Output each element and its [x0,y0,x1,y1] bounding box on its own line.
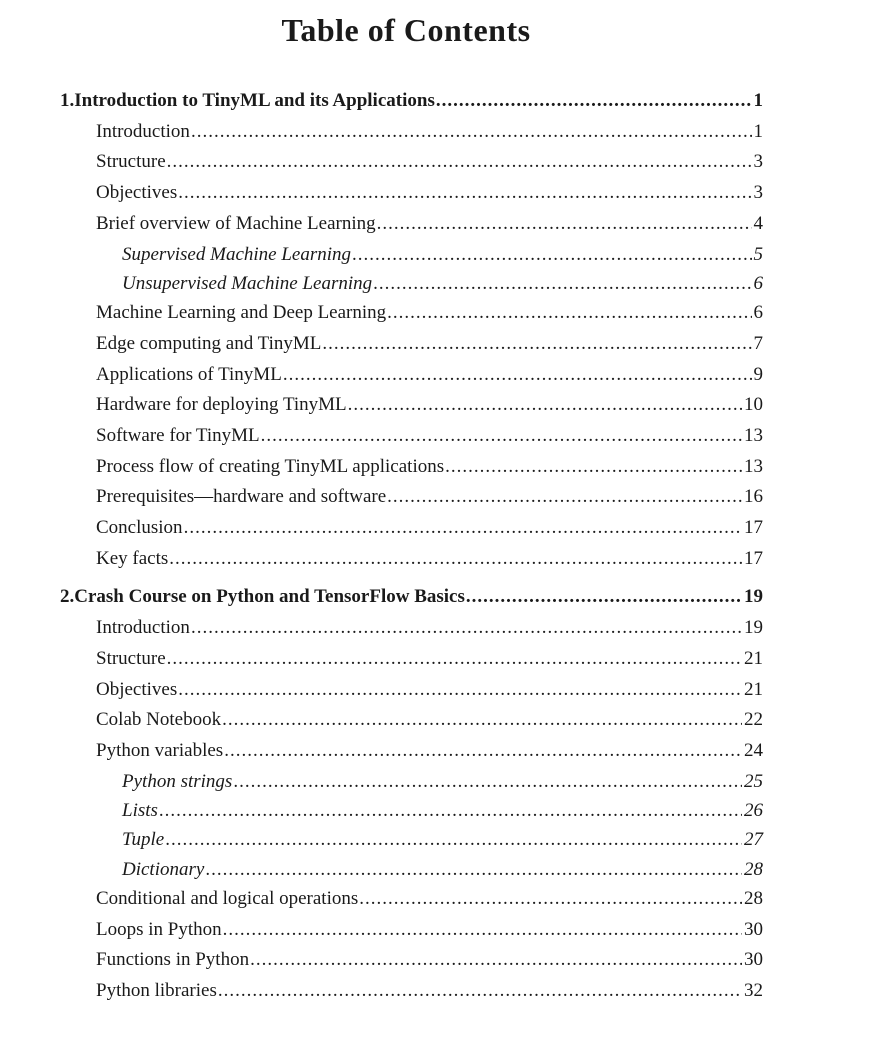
page-number: 28 [744,887,763,909]
entry-title: Objectives [96,182,178,204]
page-number: 19 [744,586,763,608]
entry-title: Unsupervised Machine Learning [122,272,373,294]
toc-subsection-row[interactable] [122,855,763,885]
chapter-number: 1. [60,90,75,111]
page-number: 1 [753,90,763,111]
toc-section-row[interactable] [96,117,763,147]
dot-leader [387,298,751,328]
toc-section-row[interactable] [96,613,763,643]
page-number: 3 [753,182,763,204]
dot-leader [191,613,742,643]
entry-title: Python strings [122,770,233,792]
entry-title: Key facts [96,547,169,569]
entry-title: Machine Learning and Deep Learning [96,302,387,324]
entry-title: Brief overview of Machine Learning [96,212,376,234]
page-number: 19 [744,617,763,639]
entry-title: Process flow of creating TinyML applications [96,455,445,477]
page-number: 25 [744,770,763,792]
dot-leader [224,736,742,766]
page-number: 1 [753,120,763,142]
page-number: 6 [753,302,763,324]
entry-title: Lists [122,799,158,821]
page-number: 27 [744,829,763,851]
dot-leader [167,147,752,177]
toc-section-row[interactable] [96,644,763,674]
dot-leader [165,825,742,855]
toc-section-row[interactable] [96,298,763,328]
toc-section-row[interactable] [96,329,763,359]
dot-leader [218,976,742,1006]
dot-leader [223,915,742,945]
dot-leader [436,86,752,116]
page-number: 13 [744,424,763,446]
dot-leader [466,582,742,612]
page-number: 30 [744,949,763,971]
toc-section-row[interactable] [96,884,763,914]
dot-leader [222,705,742,735]
toc-section-row[interactable] [96,736,763,766]
entry-title: Software for TinyML [96,424,260,446]
dot-leader [178,178,751,208]
toc-section-row[interactable] [96,209,763,239]
dot-leader [178,675,742,705]
dot-leader [377,209,752,239]
dot-leader [359,884,742,914]
toc-section-row[interactable] [96,360,763,390]
page-number: 17 [744,547,763,569]
dot-leader [261,421,742,451]
page-number: 28 [744,858,763,880]
entry-title: Colab Notebook [96,709,222,731]
toc-section-row[interactable] [96,147,763,177]
toc-section-row[interactable] [96,976,763,1006]
dot-leader [191,117,752,147]
toc-section-row[interactable] [96,390,763,420]
page-number: 10 [744,394,763,416]
page-number: 17 [744,517,763,538]
page-number: 16 [744,486,763,508]
page-number: 9 [753,363,763,385]
page-number: 26 [744,799,763,821]
toc-section-row[interactable] [96,915,763,945]
page-number: 7 [753,332,763,354]
entry-title: Edge computing and TinyML [96,332,322,354]
page-number: 21 [744,647,763,669]
dot-leader [322,329,751,359]
entry-title: Structure [96,151,166,173]
toc-section-row[interactable] [96,482,763,512]
toc-section-row[interactable] [96,675,763,705]
toc-section-row[interactable] [96,178,763,208]
entry-title: Conclusion [96,517,183,538]
entry-title: Hardware for deploying TinyML [96,394,347,416]
dot-leader [445,452,742,482]
entry-title: Loops in Python [96,918,222,940]
page-number: 30 [744,918,763,940]
chapter-title: Crash Course on Python and TensorFlow Basics [74,586,465,608]
dot-leader [348,390,742,420]
page-number: 13 [744,455,763,477]
entry-title: Dictionary [122,858,205,880]
toc-section-row[interactable] [96,705,763,735]
entry-title: Structure [96,647,166,669]
toc-chapter-row[interactable] [60,582,763,612]
chapter-number: 2. [60,586,75,608]
entry-title: Prerequisites—hardware and software [96,486,387,508]
toc-subsection-row[interactable] [122,796,763,826]
entry-title: Objectives [96,678,178,700]
dot-leader [283,360,752,390]
entry-title: Introduction [96,120,190,142]
dot-leader [169,544,742,574]
page-number: 4 [753,212,763,234]
entry-title: Introduction [96,617,190,639]
entry-title: Tuple [122,829,165,851]
toc-section-row[interactable] [96,452,763,482]
entry-title: Applications of TinyML [96,363,282,385]
toc-subsection-row[interactable] [122,767,763,797]
toc-subsection-row[interactable] [122,825,763,855]
toc-subsection-row[interactable] [122,269,763,299]
dot-leader [387,482,742,512]
toc-section-row[interactable] [96,945,763,975]
page-number: 3 [753,151,763,173]
page-number: 6 [753,272,763,294]
page-number: 22 [744,709,763,731]
dot-leader [352,240,751,270]
dot-leader [233,767,742,797]
toc-section-row[interactable] [96,544,763,574]
dot-leader [167,644,742,674]
dot-leader [250,945,742,975]
entry-title: Python variables [96,739,224,761]
page-number: 5 [753,243,763,265]
entry-title: Python libraries [96,979,217,1001]
entry-title: Conditional and logical operations [96,887,359,909]
entry-title: Functions in Python [96,949,250,971]
dot-leader [373,269,751,299]
chapter-title: Introduction to TinyML and its Applications [74,90,435,111]
toc-section-row[interactable] [96,421,763,451]
dot-leader [184,513,742,543]
toc-section-row[interactable] [96,513,763,543]
toc-chapter-row[interactable] [60,86,763,116]
entry-title: Supervised Machine Learning [122,243,352,265]
dot-leader [159,796,742,826]
page-number: 21 [744,678,763,700]
dot-leader [205,855,742,885]
page-number: 32 [744,979,763,1001]
page-title: Table of Contents [281,12,531,48]
page-number: 24 [744,739,763,761]
toc-subsection-row[interactable] [122,240,763,270]
